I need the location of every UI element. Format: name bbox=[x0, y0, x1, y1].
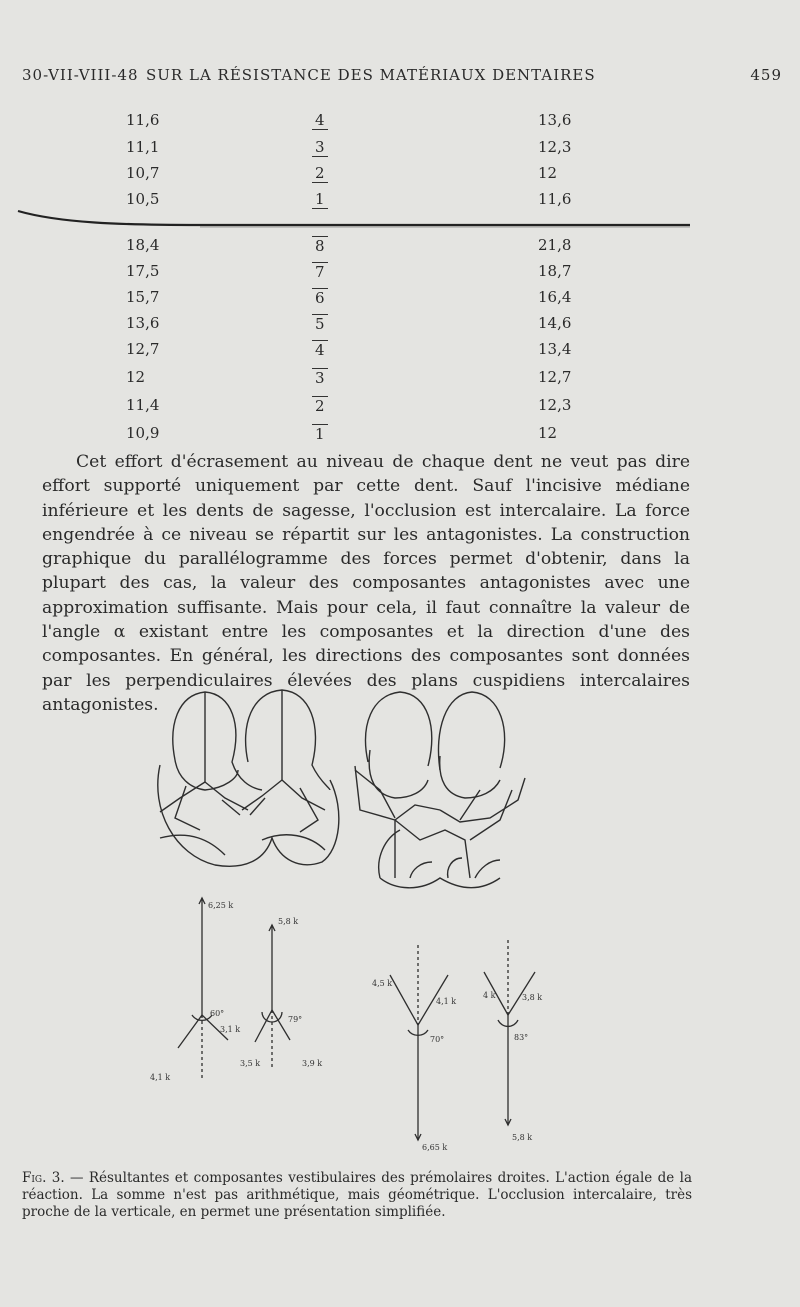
table-row bbox=[0, 164, 800, 190]
table-cell-right: 12,3 bbox=[538, 396, 572, 414]
label: 70° bbox=[430, 1035, 445, 1044]
label: 6,25 k bbox=[208, 901, 234, 910]
table-divider bbox=[0, 205, 800, 235]
table-cell-left: 10,5 bbox=[126, 190, 160, 208]
table-cell-right: 12,7 bbox=[538, 368, 572, 386]
label: 4,1 k bbox=[150, 1073, 171, 1082]
label: 60° bbox=[210, 1009, 225, 1018]
table-row bbox=[0, 288, 800, 314]
table-row bbox=[0, 396, 800, 422]
tooth-number: 2 bbox=[312, 396, 328, 415]
right-force-labels bbox=[372, 979, 542, 1152]
force-arrow bbox=[255, 1010, 272, 1042]
table-cell-left: 17,5 bbox=[126, 262, 160, 280]
table-cell-left: 12,7 bbox=[126, 340, 160, 358]
label: 3,8 k bbox=[522, 993, 543, 1002]
tooth-number: 5 bbox=[312, 314, 328, 333]
tooth-number: 4 bbox=[312, 340, 328, 359]
table-cell-left: 11,1 bbox=[126, 138, 160, 156]
label: 79° bbox=[288, 1015, 303, 1024]
label: 3,5 k bbox=[240, 1059, 261, 1068]
tooth-number: 8 bbox=[312, 236, 328, 255]
table-cell-left: 11,4 bbox=[126, 396, 160, 414]
caption-text: — Résultantes et composantes vestibulaires des prémolaires droites. L'action égale de la réaction. La somme n'est pas arithmétique, mais géométrique. L'occlusion intercalaire, très proche de la verticale, en permet une présentation simplifiée. bbox=[22, 1170, 692, 1220]
table-row bbox=[0, 314, 800, 340]
header-date: 30-VII-VIII-48 bbox=[22, 66, 139, 84]
table-row bbox=[0, 262, 800, 288]
figure-caption bbox=[22, 1170, 692, 1221]
table-cell-right: 16,4 bbox=[538, 288, 572, 306]
page-number: 459 bbox=[750, 66, 782, 84]
tooth-number: 2 bbox=[312, 164, 328, 183]
label: 3,1 k bbox=[220, 1025, 241, 1034]
table-cell-right: 11,6 bbox=[538, 190, 572, 208]
table-cell-right: 14,6 bbox=[538, 314, 572, 332]
figure-premolars bbox=[0, 670, 800, 1165]
left-force-labels bbox=[150, 901, 322, 1082]
table-cell-left: 11,6 bbox=[126, 111, 160, 129]
header-title: SUR LA RÉSISTANCE DES MATÉRIAUX DENTAIRES bbox=[146, 66, 596, 84]
body-paragraph: Cet effort d'écrasement au niveau de chaque dent ne veut pas dire effort supporté uniquement par cette dent. Sauf l'incisive médiane inférieure et les dents de sagesse, l'occlusion est intercalaire. La force engendrée à ce niveau se répartit sur les antagonistes. La construction graphique du parallélogramme des forces permet d'obtenir, dans la plupart des cas, la valeur des composantes antagonistes avec une approximation suffisante. Mais pour cela, il faut connaître la valeur de l'angle α existant entre les composantes et la direction d'une des composantes. En général, les directions des composantes sont données par les perpendiculaires élevées des plans cuspidiens intercalaires antagonistes. bbox=[42, 452, 690, 715]
tooth-number: 4 bbox=[312, 111, 328, 130]
table-cell-left: 18,4 bbox=[126, 236, 160, 254]
table-cell-left: 10,7 bbox=[126, 164, 160, 182]
label: 4 k bbox=[483, 991, 496, 1000]
label: 83° bbox=[514, 1033, 529, 1042]
label: 4,1 k bbox=[436, 997, 457, 1006]
right-teeth-drawing bbox=[355, 692, 525, 888]
tooth-number: 3 bbox=[312, 368, 328, 387]
label: 3,9 k bbox=[302, 1059, 323, 1068]
label: 4,5 k bbox=[372, 979, 393, 988]
table-cell-left: 13,6 bbox=[126, 314, 160, 332]
label: 6,65 k bbox=[422, 1143, 448, 1152]
table-row bbox=[0, 424, 800, 450]
left-teeth-drawing bbox=[158, 690, 339, 866]
table-cell-left: 12 bbox=[126, 368, 146, 386]
tooth-number: 7 bbox=[312, 262, 328, 281]
caption-lead: Fig. 3. bbox=[22, 1170, 65, 1186]
tooth-number: 1 bbox=[312, 424, 328, 443]
table-cell-right: 13,4 bbox=[538, 340, 572, 358]
table-cell-right: 13,6 bbox=[538, 111, 572, 129]
tooth-number: 1 bbox=[312, 190, 328, 209]
tooth-number: 6 bbox=[312, 288, 328, 307]
table-cell-left: 10,9 bbox=[126, 424, 160, 442]
force-arrow bbox=[390, 975, 418, 1025]
running-header bbox=[22, 66, 782, 90]
table-cell-right: 21,8 bbox=[538, 236, 572, 254]
table-cell-right: 12,3 bbox=[538, 138, 572, 156]
table-cell-left: 15,7 bbox=[126, 288, 160, 306]
table-row bbox=[0, 368, 800, 394]
tooth-number: 3 bbox=[312, 138, 328, 157]
table-row bbox=[0, 138, 800, 164]
table-cell-right: 12 bbox=[538, 424, 558, 442]
left-force-diagram bbox=[178, 898, 290, 1080]
table-row bbox=[0, 236, 800, 262]
table-row bbox=[0, 340, 800, 366]
table-cell-right: 18,7 bbox=[538, 262, 572, 280]
table-row bbox=[0, 111, 800, 137]
label: 5,8 k bbox=[512, 1133, 533, 1142]
label: 5,8 k bbox=[278, 917, 299, 926]
table-cell-right: 12 bbox=[538, 164, 558, 182]
